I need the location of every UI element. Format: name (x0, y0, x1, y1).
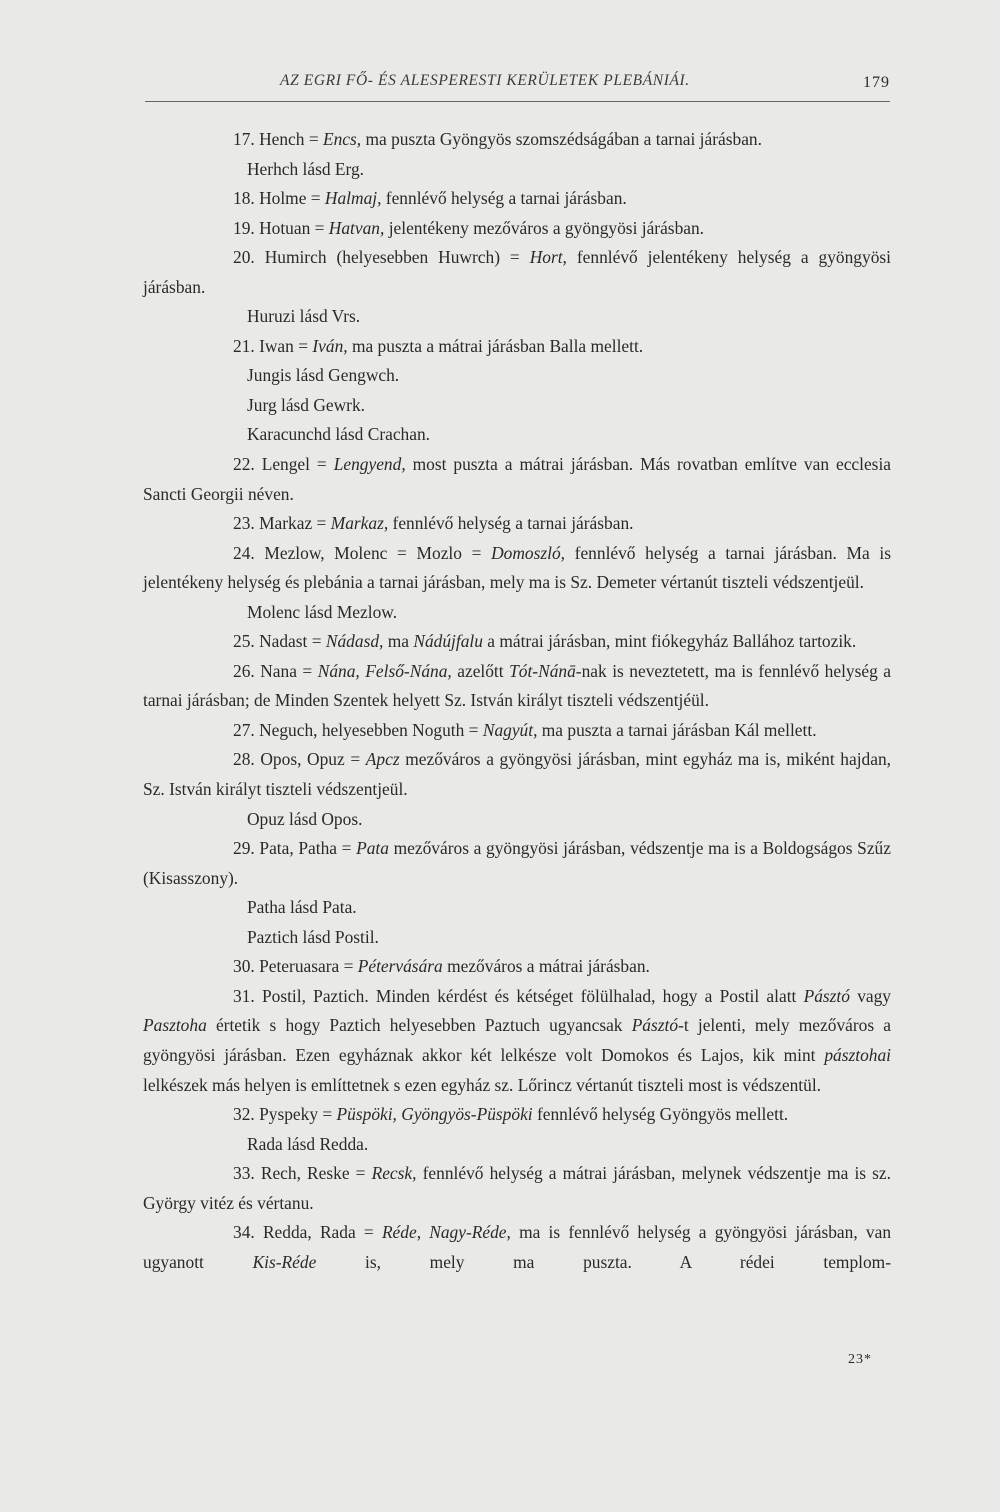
signature-mark: 23* (848, 1352, 872, 1367)
italic-place-name: Halmaj, (324, 188, 382, 209)
italic-place-name: Markaz, (330, 513, 389, 534)
parish-entry: 23. Markaz = Markaz, fennlévő helység a tarnai járásban. (233, 513, 634, 534)
italic-place-name: Tót-Nánā (509, 660, 576, 681)
cross-reference: Rada lásd Redda. (247, 1133, 369, 1154)
header-rule (145, 101, 890, 102)
cross-reference: Jungis lásd Gengwch. (247, 365, 400, 386)
parish-entry: 21. Iwan = Iván, ma puszta a mátrai járásban Balla mellett. (233, 335, 644, 356)
page-number: 179 (863, 74, 890, 91)
cross-reference: Huruzi lásd Vrs. (247, 306, 361, 327)
parish-entry: 30. Peteruasara = Pétervására mezőváros a mátrai járásban. (233, 956, 650, 977)
running-head-title: AZ EGRI FŐ- ÉS ALESPERESTI KERÜLETEK PLEBÁNIÁI. (280, 72, 690, 89)
parish-entry: 24. Mezlow, Molenc = Mozlo = Domoszló, fennlévő helység a tarnai járásban. Ma is jelentékeny helység és plebánia a tarnai járásban, mely ma is Sz. Demeter vértanút tiszteli védszentjeül. (143, 542, 891, 593)
italic-place-name: Apcz (365, 749, 400, 770)
parish-entry: 20. Humirch (helyesebben Huwrch) = Hort, fennlévő jelentékeny helység a gyöngyösi járásban. (143, 247, 891, 297)
italic-place-name: pásztohai (824, 1044, 891, 1065)
parish-entry: 26. Nana = Nána, Felső-Nána, azelőtt Tót-Nánā-nak is neveztetett, ma is fennlévő helység a tarnai járásban; de Minden Szentek helyett Sz. István királyt tiszteli védszentjéül. (143, 660, 892, 711)
italic-place-name: Pásztó (631, 1015, 679, 1036)
parish-entry: 31. Postil, Paztich. Minden kérdést és kétséget fölülhalad, hogy a Postil alatt Pásztó vagy Pasztoha értetik s hogy Paztich helyesebben Paztuch ugyancsak Pásztó-t jelenti, mely mezőváros a gyöngyösi járásban. Ezen egyháznak akkor két lelkésze volt Domokos és Lajos, kik mint pásztohai lelkészek más helyen is említtetnek s ezen egyház sz. Lőrincz vértanút tiszteli most is védszentül. (143, 985, 891, 1095)
parish-entry: 28. Opos, Opuz = Apcz mezőváros a gyöngyösi járásban, mint egyház ma is, miként hajdan, Sz. István királyt tiszteli védszentjeül. (143, 749, 891, 800)
parish-entry: 33. Rech, Reske = Recsk, fennlévő helység a mátrai járásban, melynek védszentje ma is sz. György vitéz és vértanu. (143, 1163, 891, 1213)
parish-entry: 17. Hench = Encs, ma puszta Gyöngyös szomszédságában a tarnai járásban. (233, 129, 762, 149)
italic-place-name: Iván, (312, 335, 348, 356)
italic-place-name: Réde, Nagy-Réde, (381, 1222, 511, 1243)
parish-entry: 18. Holme = Halmaj, fennlévő helység a tarnai járásban. (233, 188, 627, 209)
parish-entry: 32. Pyspeky = Püspöki, Gyöngyös-Püspöki fennlévő helység Gyöngyös mellett. (233, 1104, 789, 1125)
cross-reference: Herhch lásd Erg. (247, 158, 365, 179)
italic-place-name: Domoszló, (491, 542, 565, 563)
cross-reference: Jurg lásd Gewrk. (247, 394, 366, 415)
running-head (145, 72, 890, 98)
italic-place-name: Pásztó (803, 985, 850, 1006)
italic-place-name: Nádasd, (325, 631, 384, 652)
parish-entry: 19. Hotuan = Hatvan, jelentékeny mezőváros a gyöngyösi járásban. (233, 217, 705, 238)
italic-place-name: Kis-Réde (252, 1251, 317, 1272)
italic-place-name: Nána, Felső-Nána, (317, 660, 452, 681)
cross-reference: Patha lásd Pata. (247, 897, 357, 918)
italic-place-name: Encs, (322, 129, 362, 149)
italic-place-name: Pasztoha (143, 1015, 207, 1036)
cross-reference: Karacunchd lásd Crachan. (247, 424, 431, 445)
parish-entry: 25. Nadast = Nádasd, ma Nádújfalu a mátrai járásban, mint fiókegyház Ballához tartozik. (233, 631, 857, 652)
italic-place-name: Pata (356, 838, 389, 859)
italic-place-name: Hatvan, (328, 217, 385, 238)
italic-place-name: Püspöki, Gyöngyös-Püspöki (336, 1104, 533, 1125)
cross-reference: Opuz lásd Opos. (247, 808, 363, 829)
parish-entry: 27. Neguch, helyesebben Noguth = Nagyút, ma puszta a tarnai járásban Kál mellett. (233, 719, 817, 740)
parish-entry: 34. Redda, Rada = Réde, Nagy-Réde, ma is fennlévő helység a gyöngyösi járásban, van ugyanott Kis-Réde is, mely ma puszta. A rédei templom- (143, 1222, 892, 1272)
cross-reference: Molenc lásd Mezlow. (247, 601, 398, 622)
italic-place-name: Nádújfalu (413, 631, 483, 652)
italic-place-name: Pétervására (357, 956, 443, 977)
parish-entry: 29. Pata, Patha = Pata mezőváros a gyöngyösi járásban, védszentje ma is a Boldogságos Szűz (Kisasszony). (143, 838, 891, 888)
italic-place-name: Nagyút, (482, 719, 538, 740)
parish-entry: 22. Lengel = Lengyend, most puszta a mátrai járásban. Más rovatban említve van ecclesia Sancti Georgii néven. (143, 454, 891, 504)
italic-place-name: Hort, (529, 247, 567, 268)
body-text (143, 125, 891, 1277)
italic-place-name: Lengyend, (333, 454, 406, 475)
cross-reference: Paztich lásd Postil. (247, 926, 379, 947)
italic-place-name: Recsk, (371, 1163, 417, 1184)
